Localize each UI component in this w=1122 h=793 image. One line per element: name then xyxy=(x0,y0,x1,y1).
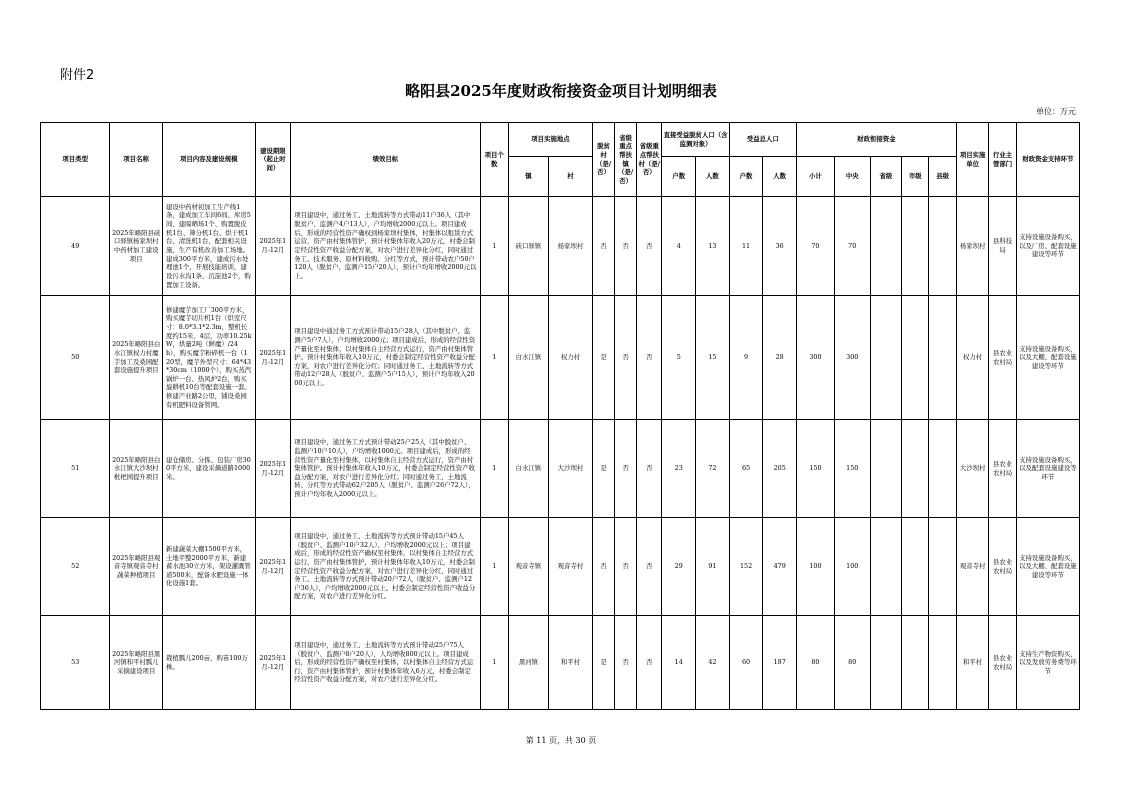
cell-poor: 是 xyxy=(593,616,615,710)
cell-subtotal: 100 xyxy=(797,518,835,616)
cell-county xyxy=(929,420,956,518)
cell-key-town: 否 xyxy=(615,518,637,616)
cell-province xyxy=(870,296,902,420)
cell-performance: 项目建设中，通过务工、土地流转等方式预计带动25户75人（脱贫户、监测户8户20人），人均增收800元以上。项目建成后，形成的经营性资产确权至村集体，以村集体自主经营方式运行，资产由村集体管护，预计村集体年收入6万元，村委会制定经营性资产收益分配方案，对农户进行差异化分红。 xyxy=(291,616,480,710)
cell-name: 2025年略阳县黑河镇和平村瓢儿采摘建设项目 xyxy=(110,616,163,710)
cell-content: 栽植瓢儿200亩，购苗100万株。 xyxy=(162,616,255,710)
cell-key-town: 否 xyxy=(615,616,637,710)
cell-performance: 项目建设中，通过务工、土地流转等方式带动11户36人（其中脱贫户、监测户4户13人），户均增收2000元以上。项目建成后，形成的经营性资产确权到杨家坝村集体，村集体以租赁方式运营，资产由村集体管护，预计村集体年收入20万元，村委会制定经营性资产收益分配方案，对农户进行差异化分红，同时通过务工、技术服务、原材料收购、分红等方式，预计带动农户50户120人（脱贫户、监测户15户20人），预计户均年增收2000元以上。 xyxy=(291,197,480,296)
cell-direct-households: 14 xyxy=(662,616,696,710)
cell-town: 黑河镇 xyxy=(508,616,548,710)
cell-village: 杨家坝村 xyxy=(548,197,592,296)
cell-dept: 县农业农村局 xyxy=(989,518,1016,616)
header-total-benefit: 受益总人口 xyxy=(729,123,796,157)
cell-count: 1 xyxy=(480,296,508,420)
document-title: 略阳县2025年度财政衔接资金项目计划明细表 xyxy=(405,82,717,100)
header-village: 村 xyxy=(548,157,592,197)
cell-city xyxy=(902,296,929,420)
cell-central: 150 xyxy=(834,420,870,518)
cell-village: 权力村 xyxy=(548,296,592,420)
cell-direct-households: 4 xyxy=(662,197,696,296)
table-row xyxy=(41,616,1080,710)
cell-key-town: 否 xyxy=(615,197,637,296)
cell-total-households: 152 xyxy=(729,518,763,616)
header-central: 中央 xyxy=(834,157,870,197)
cell-key-village: 否 xyxy=(637,197,662,296)
cell-province xyxy=(870,616,902,710)
cell-direct-people: 91 xyxy=(696,518,730,616)
cell-impl-unit: 大沙坝村 xyxy=(956,420,989,518)
cell-key-village: 否 xyxy=(637,296,662,420)
cell-total-households: 9 xyxy=(729,296,763,420)
cell-town: 硖口驿镇 xyxy=(508,197,548,296)
cell-dept: 县农业农村局 xyxy=(989,420,1016,518)
cell-key-village: 否 xyxy=(637,518,662,616)
header-subtotal: 小计 xyxy=(797,157,835,197)
cell-total-people: 205 xyxy=(763,420,797,518)
cell-subtotal: 300 xyxy=(797,296,835,420)
cell-village: 和平村 xyxy=(548,616,592,710)
cell-type: 53 xyxy=(41,616,110,710)
table-row xyxy=(41,518,1080,616)
header-project-name: 项目名称 xyxy=(110,123,163,197)
header-total-households: 户数 xyxy=(729,157,763,197)
cell-direct-households: 5 xyxy=(662,296,696,420)
cell-support: 支持生产物资购买，以及发放劳务费等环节 xyxy=(1016,616,1079,710)
cell-name: 2025年略阳县白水江镇大沙坝村枇杷园提升项目 xyxy=(110,420,163,518)
table-row xyxy=(41,197,1080,296)
cell-central: 80 xyxy=(834,616,870,710)
header-project-count: 项目个数 xyxy=(480,123,508,197)
cell-support: 支持设施设备购买，以及大棚、配套设施建设等环节 xyxy=(1016,296,1079,420)
cell-city xyxy=(902,420,929,518)
cell-content: 建设中药材初加工生产线1条，建成加工车间6间、库房5间、建晾晒场1个、购置脱皮机1台、筛分机1台、烘干机1台、清洗机1台，配套相关设施，生产有机改善加工场地。建成300平方米，建成污水处理池1个，开展技能培训，建设污水沟1条、沉淀池2个，购置加工设备。 xyxy=(162,197,255,296)
cell-central: 100 xyxy=(834,518,870,616)
cell-poor: 否 xyxy=(593,518,615,616)
cell-county xyxy=(929,616,956,710)
cell-total-people: 28 xyxy=(763,296,797,420)
cell-support: 支持设施设备购买，以及大棚、配套设施建设等环节 xyxy=(1016,518,1079,616)
cell-province xyxy=(870,518,902,616)
cell-performance: 项目建设中，通过务工、土地流转等方式预计带动15户45人（脱贫户、监测户10户32人），户均增收2000元以上；项目建成后，形成的经营性资产确权至村集体，以村集体自主经营方式运行，资产由村集体管护，预计村集体年收入10万元，村委会制定经营性资产收益分配方案，对农户进行差异化分红，同时通过务工、土地流转等方式预计带动20户72人（脱贫户、监测户12户36人），户均增收2000元以上。村委会制定经营性资产收益分配方案，对农户进行差异化分红。 xyxy=(291,518,480,616)
table-row xyxy=(41,420,1080,518)
cell-count: 1 xyxy=(480,420,508,518)
cell-support: 支持设施设备购买，以及配套设施建设等环节 xyxy=(1016,420,1079,518)
cell-village: 大沙坝村 xyxy=(548,420,592,518)
header-impl-unit: 项目实施单位 xyxy=(956,123,989,197)
header-support: 财政资金支持环节 xyxy=(1016,123,1079,197)
cell-content: 新建蔬菜大棚1500平方米，土地平整2000平方米，新建蓄水池30立方米，架设灌溉管道500米，配备水肥设施一体化设施1套。 xyxy=(162,518,255,616)
cell-name: 2025年略阳县观音寺镇观音寺村蔬菜种植项目 xyxy=(110,518,163,616)
cell-period: 2025年1月-12月 xyxy=(255,420,291,518)
header-period: 建设期限（起止时间） xyxy=(255,123,291,197)
cell-county xyxy=(929,296,956,420)
cell-impl-unit: 和平村 xyxy=(956,616,989,710)
cell-type: 49 xyxy=(41,197,110,296)
cell-impl-unit: 权力村 xyxy=(956,296,989,420)
header-content: 项目内容及建设规模 xyxy=(162,123,255,197)
header-total-people: 人数 xyxy=(763,157,797,197)
cell-total-people: 479 xyxy=(763,518,797,616)
cell-dept: 县农业农村局 xyxy=(989,296,1016,420)
cell-period: 2025年1月-12月 xyxy=(255,616,291,710)
cell-name: 2025年略阳县硖口驿镇杨家坝村中药材加工建设项目 xyxy=(110,197,163,296)
cell-type: 52 xyxy=(41,518,110,616)
cell-total-people: 36 xyxy=(763,197,797,296)
cell-period: 2025年1月-12月 xyxy=(255,296,291,420)
header-location: 项目实施地点 xyxy=(508,123,592,157)
cell-direct-people: 13 xyxy=(696,197,730,296)
cell-support: 支持设施设备购买，以及厂房、配套设施建设等环节 xyxy=(1016,197,1079,296)
cell-subtotal: 80 xyxy=(797,616,835,710)
cell-content: 建仓储房、分拣、包装厂房300平方米，建设采摘道路1000米。 xyxy=(162,420,255,518)
attachment-label: 附件2 xyxy=(60,68,95,83)
project-table xyxy=(40,122,1080,710)
header-direct-benefit: 直接受益脱贫人口（含监测对象） xyxy=(662,123,729,157)
cell-period: 2025年1月-12月 xyxy=(255,518,291,616)
cell-direct-households: 23 xyxy=(662,420,696,518)
cell-county xyxy=(929,518,956,616)
header-town: 镇 xyxy=(508,157,548,197)
cell-poor: 是 xyxy=(593,420,615,518)
header-performance: 绩效目标 xyxy=(291,123,480,197)
header-direct-households: 户数 xyxy=(662,157,696,197)
cell-name: 2025年略阳县白水江镇权力村魔芋加工及桑园配套设施提升项目 xyxy=(110,296,163,420)
cell-key-town: 否 xyxy=(615,296,637,420)
cell-key-town: 否 xyxy=(615,420,637,518)
cell-total-households: 11 xyxy=(729,197,763,296)
page-number: 第 11 页，共 30 页 xyxy=(525,736,597,745)
header-project-type: 项目类型 xyxy=(41,123,110,197)
cell-city xyxy=(902,197,929,296)
cell-dept: 县科技局 xyxy=(989,197,1016,296)
header-city: 市级 xyxy=(902,157,929,197)
cell-direct-households: 29 xyxy=(662,518,696,616)
cell-impl-unit: 观音寺村 xyxy=(956,518,989,616)
cell-village: 观音寺村 xyxy=(548,518,592,616)
cell-performance: 项目建设中，通过务工方式预计带动25户25人（其中脱贫户、监测户10户10人），户均增收1000元。项目建成后，形成的经营性资产量化至村集体，以村集体自主经营方式运行，资产由村集体管护。预计村集体年收入10万元，村委会制定经营性资产收益分配方案，对农户进行差异化分红；同时通过务工、土地流转、分红等方式带动62户205人（脱贫户、监测户26户72人），预计户均年收入2000元以上。 xyxy=(291,420,480,518)
cell-central: 70 xyxy=(834,197,870,296)
header-direct-people: 人数 xyxy=(696,157,730,197)
cell-city xyxy=(902,616,929,710)
cell-count: 1 xyxy=(480,197,508,296)
cell-city xyxy=(902,518,929,616)
cell-direct-people: 15 xyxy=(696,296,730,420)
cell-county xyxy=(929,197,956,296)
unit-label: 单位：万元 xyxy=(1036,107,1076,116)
cell-impl-unit: 杨家坝村 xyxy=(956,197,989,296)
cell-key-village: 否 xyxy=(637,420,662,518)
header-key-town: 省级重点帮扶镇（是/否） xyxy=(615,123,637,197)
header-dept: 行业主管部门 xyxy=(989,123,1016,197)
cell-direct-people: 72 xyxy=(696,420,730,518)
cell-total-households: 60 xyxy=(729,616,763,710)
cell-type: 50 xyxy=(41,296,110,420)
cell-town: 观音寺镇 xyxy=(508,518,548,616)
header-province: 省级 xyxy=(870,157,902,197)
cell-period: 2025年1月-12月 xyxy=(255,197,291,296)
header-poor-village: 脱贫村（是/否） xyxy=(593,123,615,197)
header-county: 县级 xyxy=(929,157,956,197)
cell-subtotal: 150 xyxy=(797,420,835,518)
header-funds: 财政衔接资金 xyxy=(797,123,957,157)
cell-dept: 县农业农村局 xyxy=(989,616,1016,710)
cell-poor: 是 xyxy=(593,296,615,420)
cell-type: 51 xyxy=(41,420,110,518)
cell-subtotal: 70 xyxy=(797,197,835,296)
cell-total-people: 187 xyxy=(763,616,797,710)
cell-town: 白水江镇 xyxy=(508,296,548,420)
header-key-village: 省级重点帮扶村（是/否） xyxy=(637,123,662,197)
cell-province xyxy=(870,197,902,296)
cell-poor: 否 xyxy=(593,197,615,296)
cell-count: 1 xyxy=(480,518,508,616)
cell-performance: 项目建设中通过务工方式预计带动15户28人（其中脱贫户、监测户5户7人），户均增收2000元；项目建成后，形成的经营性资产量化至村集体，以村集体自主经营方式运行，资产由村集体管护。预计村集体年收入10万元，村委会制定经营性资产收益分配方案，对农户进行差异化分红；同时通过务工、土地流转等方式带动12户28人（脱贫户、监测户5户15人），预计户均年收入2000元以上。 xyxy=(291,296,480,420)
cell-content: 修建魔芋加工厂300平方米，购买魔芋切片机1台（烘室尺寸：8.0*3.1*2.3m，整机长度约15米，4层，功率10.25kW，烘量2吨（鲜魔）/24h），购买魔芋粉碎机一台（120型，魔芋外型尺寸：64*43*30cm（1000个），购买蒸汽锅炉一台、热风炉2台，购买旋耕机10台等配套设施一套。修建产业路2公里，铺设桑园有机肥料设备管网。 xyxy=(162,296,255,420)
cell-total-households: 65 xyxy=(729,420,763,518)
cell-central: 300 xyxy=(834,296,870,420)
cell-town: 白水江镇 xyxy=(508,420,548,518)
cell-province xyxy=(870,420,902,518)
cell-direct-people: 42 xyxy=(696,616,730,710)
cell-key-village: 否 xyxy=(637,616,662,710)
cell-count: 1 xyxy=(480,616,508,710)
table-row xyxy=(41,296,1080,420)
